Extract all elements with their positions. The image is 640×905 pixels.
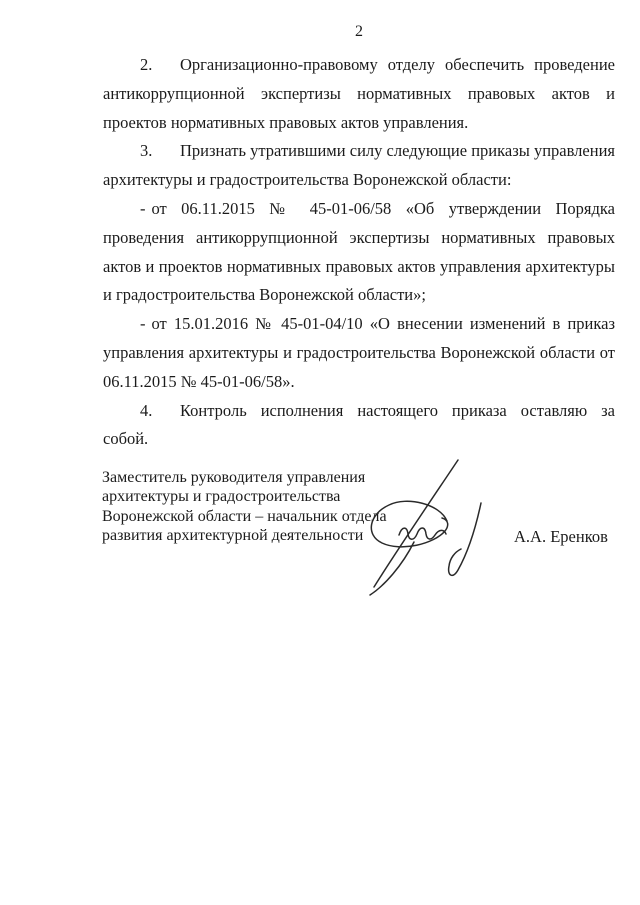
signer-position-line: архитектуры и градостроительства [102,488,341,506]
list-item-revoked-order-2 [103,310,615,396]
paragraph-text: Организационно-правовому отделу обеспечить проведение антикоррупционной экспертизы нормативных правовых актов и проектов нормативных правовых актов управления. [103,55,615,132]
paragraph-text: Контроль исполнения настоящего приказа оставляю за собой. [103,400,615,449]
signer-position-line: Воронежской области – начальник отдела [102,507,387,525]
signer-name: А.А. Еренков [514,527,608,546]
dash-marker: - [140,198,146,218]
signer-position-line: развития архитектурной деятельности [102,527,364,545]
paragraph-text: Признать утратившими силу следующие приказы управления архитектуры и градостроительства Воронежской области: [103,141,615,190]
paragraph-order-item-3 [103,137,615,195]
paragraph-order-item-2 [103,51,615,137]
paragraph-number: 2. [140,55,153,74]
page-number: 2 [355,23,363,40]
handwritten-signature-icon [352,446,518,596]
paragraph-text: от 06.11.2015 № 45-01-06/58 «Об утверждении Порядка проведения антикоррупционной экспертизы нормативных правовых актов и проектов нормативных правовых актов управления архитектуры и градостроительства Воронежской области»; [103,198,615,305]
paragraph-number: 3. [140,141,153,161]
dash-marker: - [140,314,146,334]
document-body [103,22,615,454]
paragraph-text: от 15.01.2016 № 45-01-04/10 «О внесении изменений в приказ управления архитектуры и градостроительства Воронежской области от 06.11.2015 № 45-01-06/58». [103,314,615,391]
signer-position-line: Заместитель руководителя управления [102,469,366,486]
paragraph-number: 4. [140,400,153,420]
list-item-revoked-order-1 [103,195,615,310]
